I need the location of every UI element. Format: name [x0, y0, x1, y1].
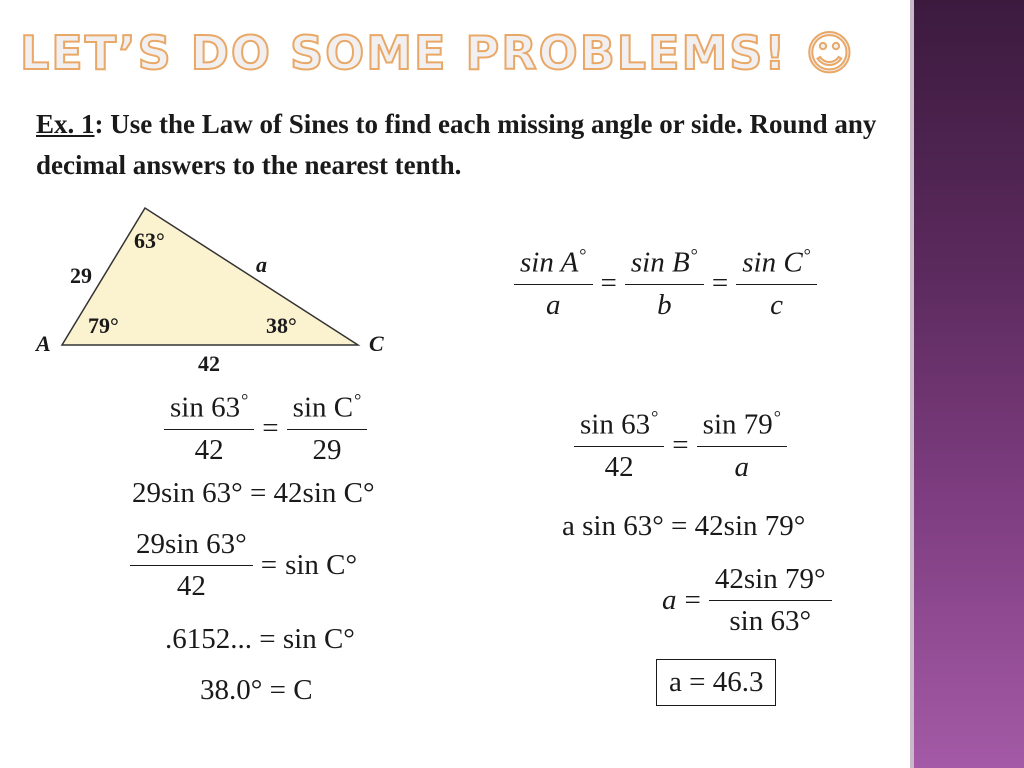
formula-num-a: sin A — [520, 246, 579, 279]
decorative-sidebar — [912, 0, 1024, 768]
left-step-5: 38.0° = C — [200, 674, 313, 706]
right-step-1: $\frac{\sin 63^\circ}{42}$ = $\frac{\sin 79^\circ}{a}$ — [574, 407, 787, 484]
right-step-2: a sin 63° = 42sin 79° — [562, 510, 806, 542]
law-of-sines-formula — [514, 245, 817, 322]
example-label: Ex. 1 — [36, 109, 95, 139]
fraction-sin-a: $\frac{\sin A^\circ}{a}$ — [514, 245, 593, 322]
instruction-text — [36, 104, 896, 186]
left-step-2: 29sin 63° = 42sin C° — [132, 477, 375, 509]
side-left-label: 29 — [70, 263, 92, 288]
equals-sign: = — [600, 266, 617, 299]
fraction-sin-c: $\frac{\sin C^\circ}{c}$ — [736, 245, 817, 322]
angle-right-label: 38° — [266, 313, 297, 338]
instruction-body: : Use the Law of Sines to find each missing angle or side. Round any decimal answers to the nearest tenth. — [36, 109, 877, 180]
vertex-c-label: C — [369, 331, 384, 356]
formula-den-a: a — [546, 288, 561, 321]
left-step-3: $\frac{29\sin 63^\circ}{42}$ = sin C° — [130, 528, 365, 603]
angle-top-label: 63° — [134, 228, 165, 253]
vertex-a-label: A — [36, 331, 51, 356]
left-step-1: $\frac{\sin 63^\circ}{42}$ = $\frac{\sin C^\circ}{29}$ — [164, 390, 367, 467]
equals-sign: = — [711, 266, 729, 299]
formula-den-b: b — [657, 288, 672, 321]
right-step-3: a = $\frac{42\sin 79^\circ}{\sin 63^\circ}$ — [662, 563, 832, 638]
sidebar-divider — [910, 0, 914, 768]
fraction-sin-b: $\frac{\sin B^\circ}{b}$ — [625, 245, 704, 322]
formula-num-b: sin B — [630, 246, 690, 279]
side-right-label: a — [256, 252, 267, 277]
final-answer-box: a = 46.3 — [656, 659, 776, 706]
left-step-4: .6152... = sin C° — [165, 623, 355, 655]
slide-title: LET’S DO SOME PROBLEMS! ☺ — [20, 26, 856, 80]
formula-num-c: sin C — [742, 246, 803, 279]
formula-den-c: c — [770, 288, 783, 321]
angle-left-label: 79° — [88, 313, 119, 338]
side-bottom-label: 42 — [198, 351, 220, 376]
